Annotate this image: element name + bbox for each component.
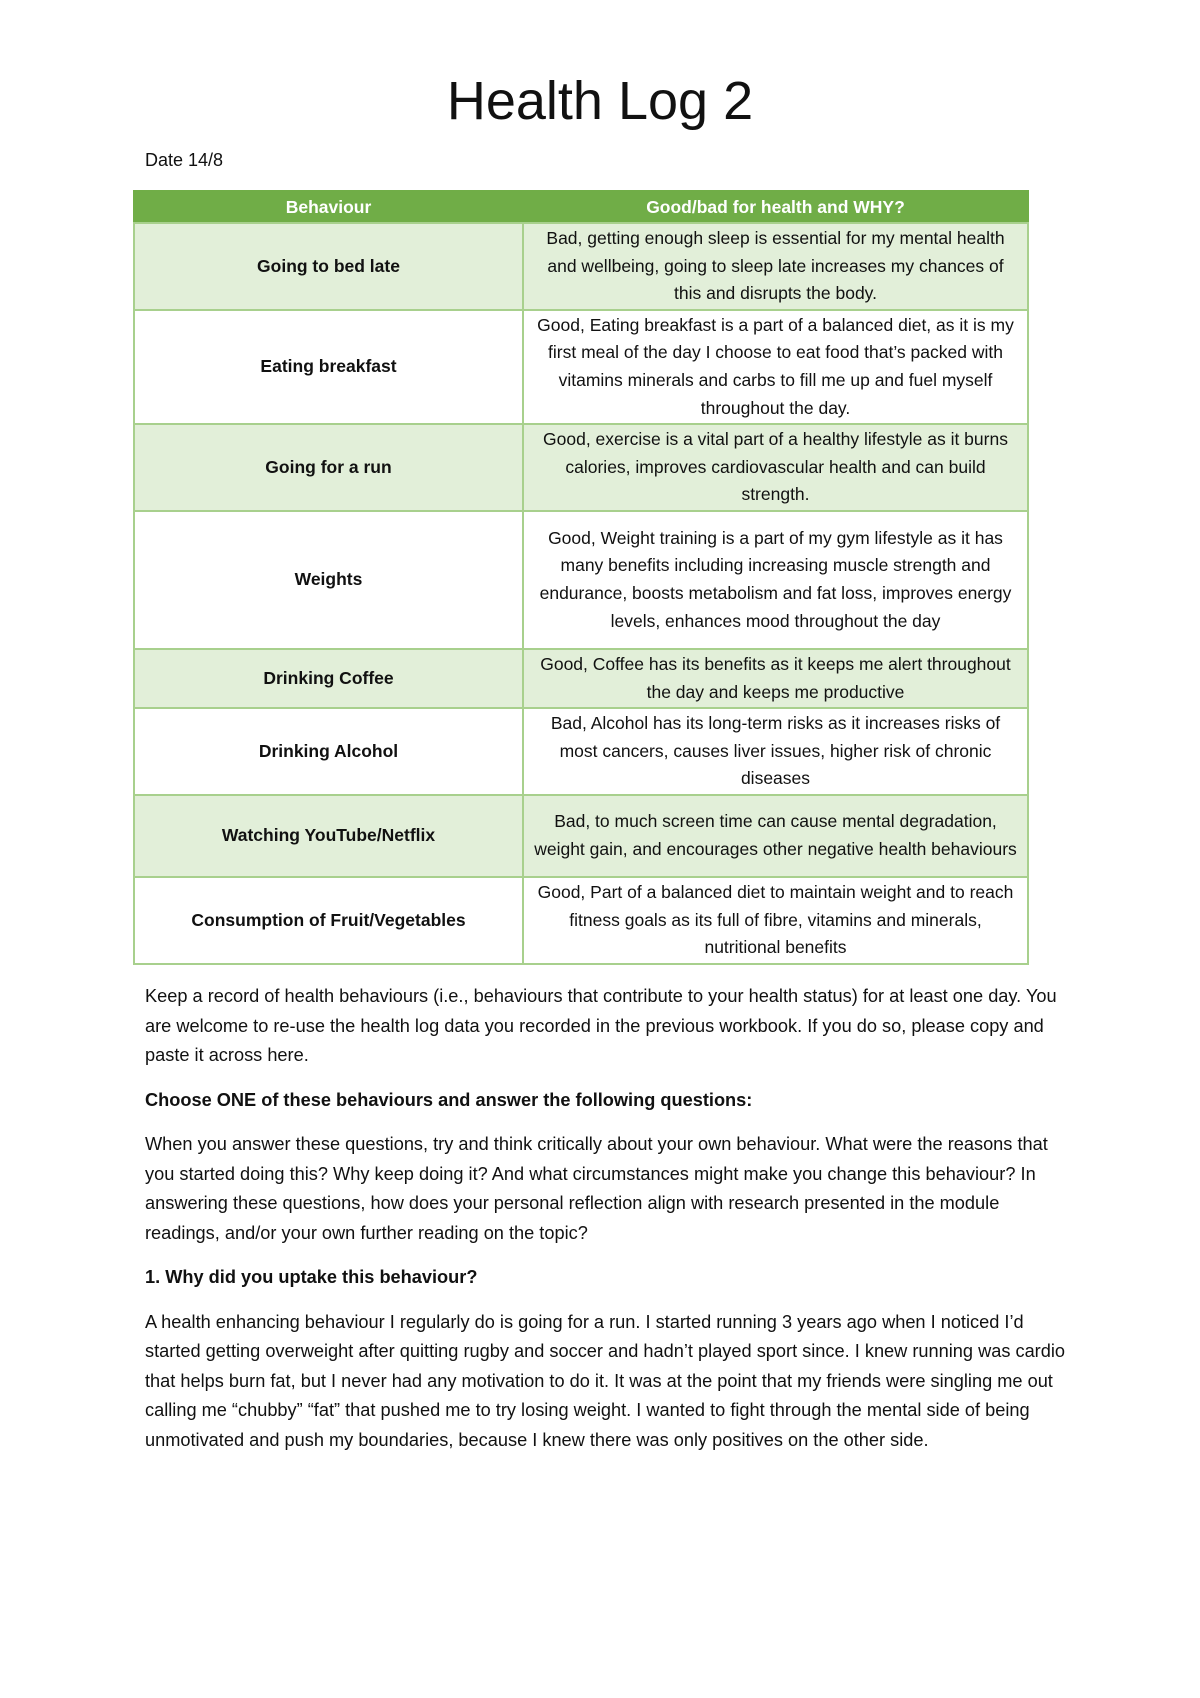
behaviour-cell: Eating breakfast	[134, 310, 523, 424]
table-row	[134, 223, 1028, 310]
table-header-row	[134, 191, 1028, 223]
header-behaviour: Behaviour	[134, 191, 523, 223]
behaviour-cell: Watching YouTube/Netflix	[134, 795, 523, 877]
log-date: Date 14/8	[145, 150, 224, 170]
behaviour-cell: Going for a run	[134, 424, 523, 511]
reason-cell: Bad, getting enough sleep is essential for my mental health and wellbeing, going to sleep late increases my chances of this and disrupts the body.	[523, 223, 1028, 310]
reason-cell: Bad, Alcohol has its long-term risks as it increases risks of most cancers, causes liver issues, higher risk of chronic diseases	[523, 708, 1028, 795]
table-row	[134, 877, 1028, 964]
body-text	[145, 982, 1065, 1470]
table-row	[134, 649, 1028, 708]
question-1-heading: 1. Why did you uptake this behaviour?	[145, 1267, 478, 1287]
choose-heading: Choose ONE of these behaviours and answer the following questions:	[145, 1089, 753, 1110]
table-row	[134, 708, 1028, 795]
health-log-table	[133, 190, 1029, 965]
behaviour-cell: Going to bed late	[134, 223, 523, 310]
answer-1-paragraph: A health enhancing behaviour I regularly do is going for a run. I started running 3 years ago when I noticed I’d started getting overweight after quitting rugby and soccer and hadn’t played sport since. I knew running was cardio that helps burn fat, but I never had any motivation to do it. It was at the point that my friends were singling me out calling me “chubby” “fat” that pushed me to try losing weight. I wanted to fight through the mental side of being unmotivated and push my boundaries, because I knew there was only positives on the other side.	[145, 1311, 1066, 1450]
behaviour-cell: Drinking Alcohol	[134, 708, 523, 795]
reason-cell: Good, Coffee has its benefits as it keeps me alert throughout the day and keeps me productive	[523, 649, 1028, 708]
reason-cell: Good, exercise is a vital part of a healthy lifestyle as it burns calories, improves cardiovascular health and can build strength.	[523, 424, 1028, 511]
instructions-paragraph: Keep a record of health behaviours (i.e., behaviours that contribute to your health status) for at least one day. You are welcome to re-use the health log data you recorded in the previous workbook. If you do so, please copy and paste it across here.	[145, 986, 1057, 1065]
reason-cell: Good, Weight training is a part of my gym lifestyle as it has many benefits including increasing muscle strength and endurance, boosts metabolism and fat loss, improves energy levels, enhances mood throughout the day	[523, 511, 1028, 649]
reason-cell: Bad, to much screen time can cause mental degradation, weight gain, and encourages other negative health behaviours	[523, 795, 1028, 877]
behaviour-cell: Drinking Coffee	[134, 649, 523, 708]
guidance-paragraph: When you answer these questions, try and think critically about your own behaviour. What were the reasons that you started doing this? Why keep doing it? And what circumstances might make you change this behaviour? In answering these questions, how does your personal reflection align with research presented in the module readings, and/or your own further reading on the topic?	[145, 1134, 1048, 1243]
behaviour-cell: Weights	[134, 511, 523, 649]
table-row	[134, 310, 1028, 424]
reason-cell: Good, Eating breakfast is a part of a balanced diet, as it is my first meal of the day I choose to eat food that’s packed with vitamins minerals and carbs to fill me up and fuel myself throughout the day.	[523, 310, 1028, 424]
table-row	[134, 795, 1028, 877]
reason-cell: Good, Part of a balanced diet to maintain weight and to reach fitness goals as its full of fibre, vitamins and minerals, nutritional benefits	[523, 877, 1028, 964]
table-row	[134, 424, 1028, 511]
table-row	[134, 511, 1028, 649]
page-title: Health Log 2	[446, 71, 754, 131]
header-reason: Good/bad for health and WHY?	[523, 191, 1028, 223]
behaviour-cell: Consumption of Fruit/Vegetables	[134, 877, 523, 964]
